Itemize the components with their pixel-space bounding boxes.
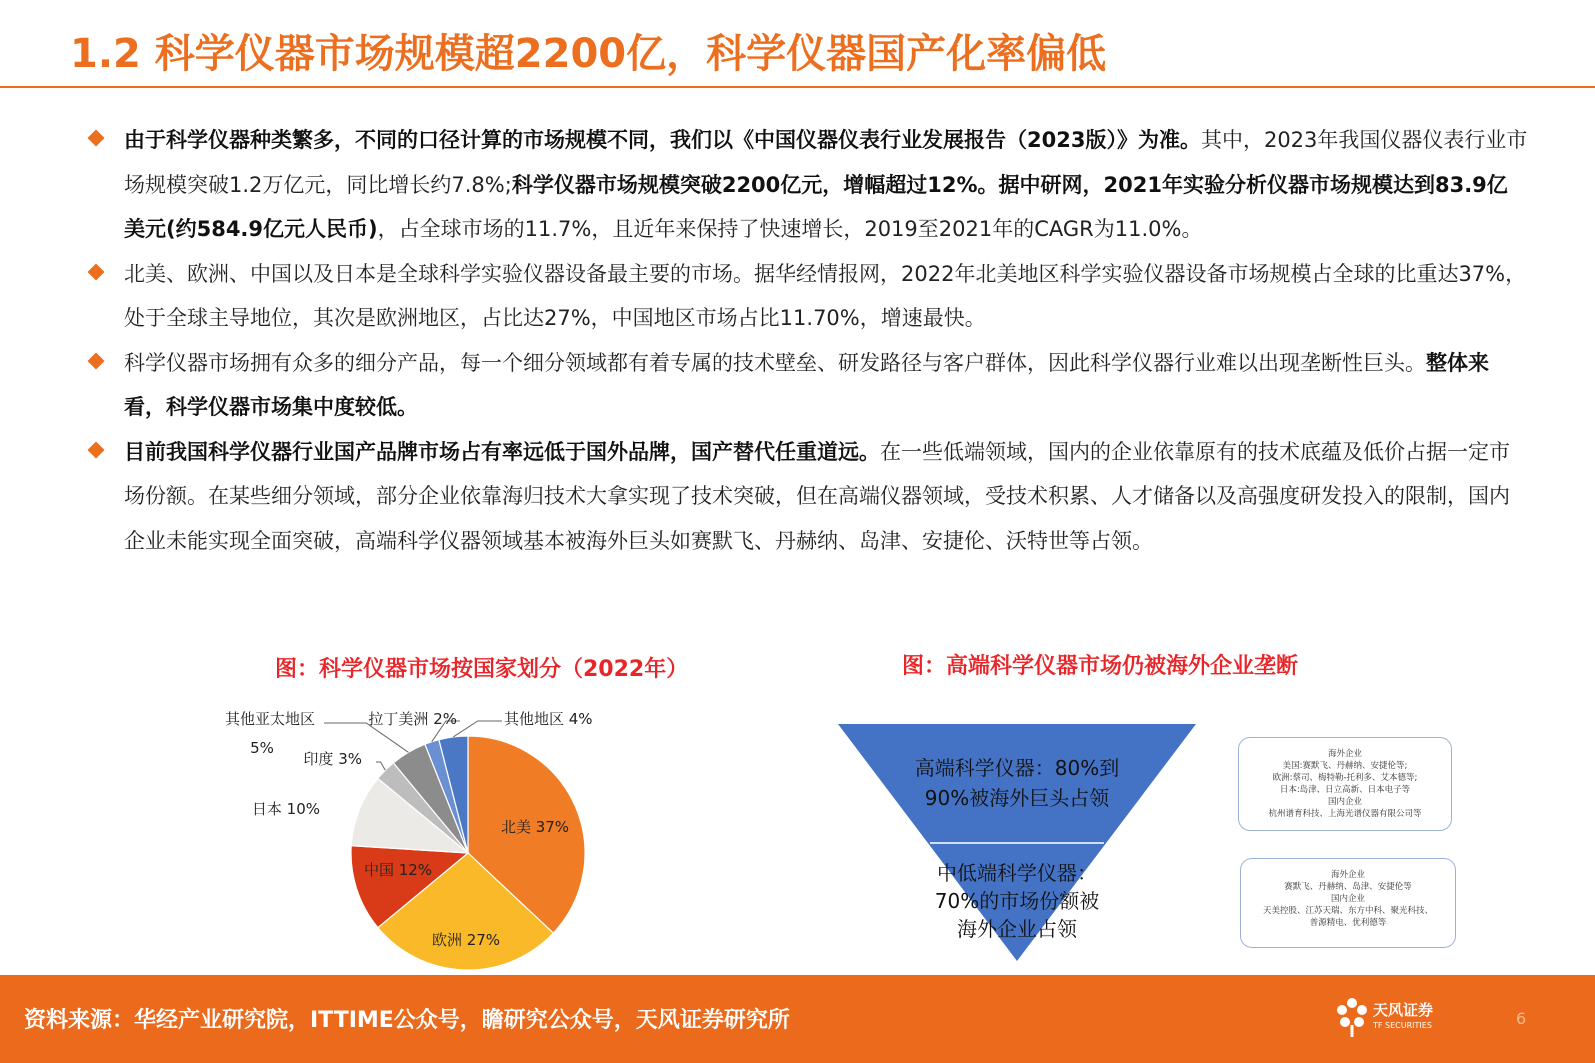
logo-subtext: TF SECURITIES [1373,1021,1432,1030]
funnel-bottom-line1: 中低端科学仪器： [937,861,1097,885]
pie-label-北美: 北美 37% [500,818,570,836]
box-line: 国内企业 [1330,894,1365,904]
box-line: 美国:赛默飞、丹赫纳、安捷伦等; [1282,761,1408,771]
box-line: 杭州谱育科技、上海光谱仪器有限公司等 [1268,809,1422,819]
title-divider [0,86,1595,88]
pie-label-其他亚太地区: 其他亚太地区 [224,710,315,728]
bullet-list [88,118,1528,563]
box-line: 海外企业 [1330,870,1365,880]
pie-label-欧洲: 欧洲 27% [431,931,501,949]
bullet-item [88,118,1528,252]
caption-funnel: 图：高端科学仪器市场仍被海外企业垄断 [902,654,1299,679]
diamond-bullet-icon [88,130,105,147]
diamond-bullet-icon [88,352,105,369]
bullet-text-segment: 科学仪器市场拥有众多的细分产品，每一个细分领域都有着专属的技术壁垒、研发路径与客户群体，因此科学仪器行业难以出现垄断性巨头。 [124,350,1426,375]
funnel-top-line2: 90%被海外巨头占领 [924,786,1110,810]
funnel-bottom-line2: 70%的市场份额被 [934,889,1100,913]
bullet-text [124,351,1489,420]
diamond-bullet-icon [88,263,105,280]
box-line: 天美控股、江苏天瑞、东方中科、聚光科技、 [1262,906,1433,916]
company-logo [1335,993,1455,1043]
pie-label-印度: 印度 3% [303,750,362,768]
pie-label-value-其他亚太地区: 5% [250,739,274,757]
bullet-text [124,262,1526,331]
overseas-companies-box-high-end [1238,737,1452,831]
source-note: 资料来源：华经产业研究院，ITTIME公众号，瞻研究公众号，天风证券研究所 [24,1008,790,1033]
flower-logo-icon [1335,995,1369,1037]
bullet-text-bold: 目前我国科学仪器行业国产品牌市场占有率远低于国外品牌，国产替代任重道远。 [124,439,880,464]
pie-leader-line [376,762,385,770]
box-line: 海外企业 [1327,749,1362,759]
bullet-text [124,128,1527,241]
bullet-text-segment: 北美、欧洲、中国以及日本是全球科学实验仪器设备最主要的市场。据华经情报网，2022年北美地区科学实验仪器设备市场规模占全球的比重达37%，处于全球主导地位，其次是欧洲地区，占比达27%，中国地区市场占比11.70%，增速最快。 [124,261,1527,330]
footer-bar [0,975,1595,1063]
funnel-bottom-line3: 海外企业占领 [957,917,1077,941]
box-line: 日本:岛津、日立高新、日本电子等 [1279,785,1411,795]
pie-label-拉丁美洲: 拉丁美洲 2% [368,710,457,728]
caption-pie-chart: 图：科学仪器市场按国家划分（2022年） [275,657,689,682]
pie-label-日本: 日本 10% [251,800,320,818]
bullet-text-segment: ，占全球市场的11.7%，且近年来保持了快速增长，2019至2021年的CAGR为11.0%。 [377,217,1203,241]
pie-label-其他地区: 其他地区 4% [504,710,593,728]
diamond-bullet-icon [88,441,105,458]
page-number: 6 [1516,1009,1527,1028]
bullet-text [124,440,1510,553]
funnel-diagram [830,718,1210,968]
pie-chart [190,690,610,980]
funnel-top-line1: 高端科学仪器：80%到 [914,756,1120,780]
bullet-item [88,252,1528,341]
logo-text: 天风证券 [1373,1001,1434,1019]
bullet-text-bold: 科学仪器市场规模突破2200亿元，增幅超过12%。据中研网，2021年实验分析仪器市场规模达到83.9亿美元(约584.9亿元人民币) [124,172,1508,241]
box-line: 赛默飞、丹赫纳、岛津、安捷伦等 [1284,882,1412,892]
bullet-text-segment: 在一些低端领域，国内的企业依靠原有的技术底蕴及低价占据一定市场份额。在某些细分领域，部分企业依靠海归技术大拿实现了技术突破，但在高端仪器领域，受技术积累、人才储备以及高强度研发投入的限制，国内企业未能实现全面突破，高端科学仪器领域基本被海外巨头如赛默飞、丹赫纳、岛津、安捷伦、沃特世等占领。 [124,439,1510,553]
bullet-text-bold: 整体来看，科学仪器市场集中度较低。 [124,350,1489,419]
bullet-item [88,341,1528,430]
box-line: 普源精电、优利德等 [1309,918,1387,928]
pie-label-中国: 中国 12% [363,861,433,879]
bullet-text-bold: 由于科学仪器种类繁多，不同的口径计算的市场规模不同，我们以《中国仪器仪表行业发展报告（2023版）》为准。 [124,128,1201,152]
pie-leader-line [453,721,502,737]
box-line: 国内企业 [1327,797,1362,807]
bullet-text-segment: 其中，2023年我国仪器仪表行业市场规模突破1.2万亿元，同比增长约7.8%; [124,128,1528,197]
page-title: 1.2 科学仪器市场规模超2200亿，科学仪器国产化率偏低 [70,31,1107,77]
bullet-item [88,430,1528,564]
box-line: 欧洲:蔡司、梅特勒-托利多、艾本德等; [1272,773,1418,783]
overseas-companies-box-low-end [1240,858,1456,948]
